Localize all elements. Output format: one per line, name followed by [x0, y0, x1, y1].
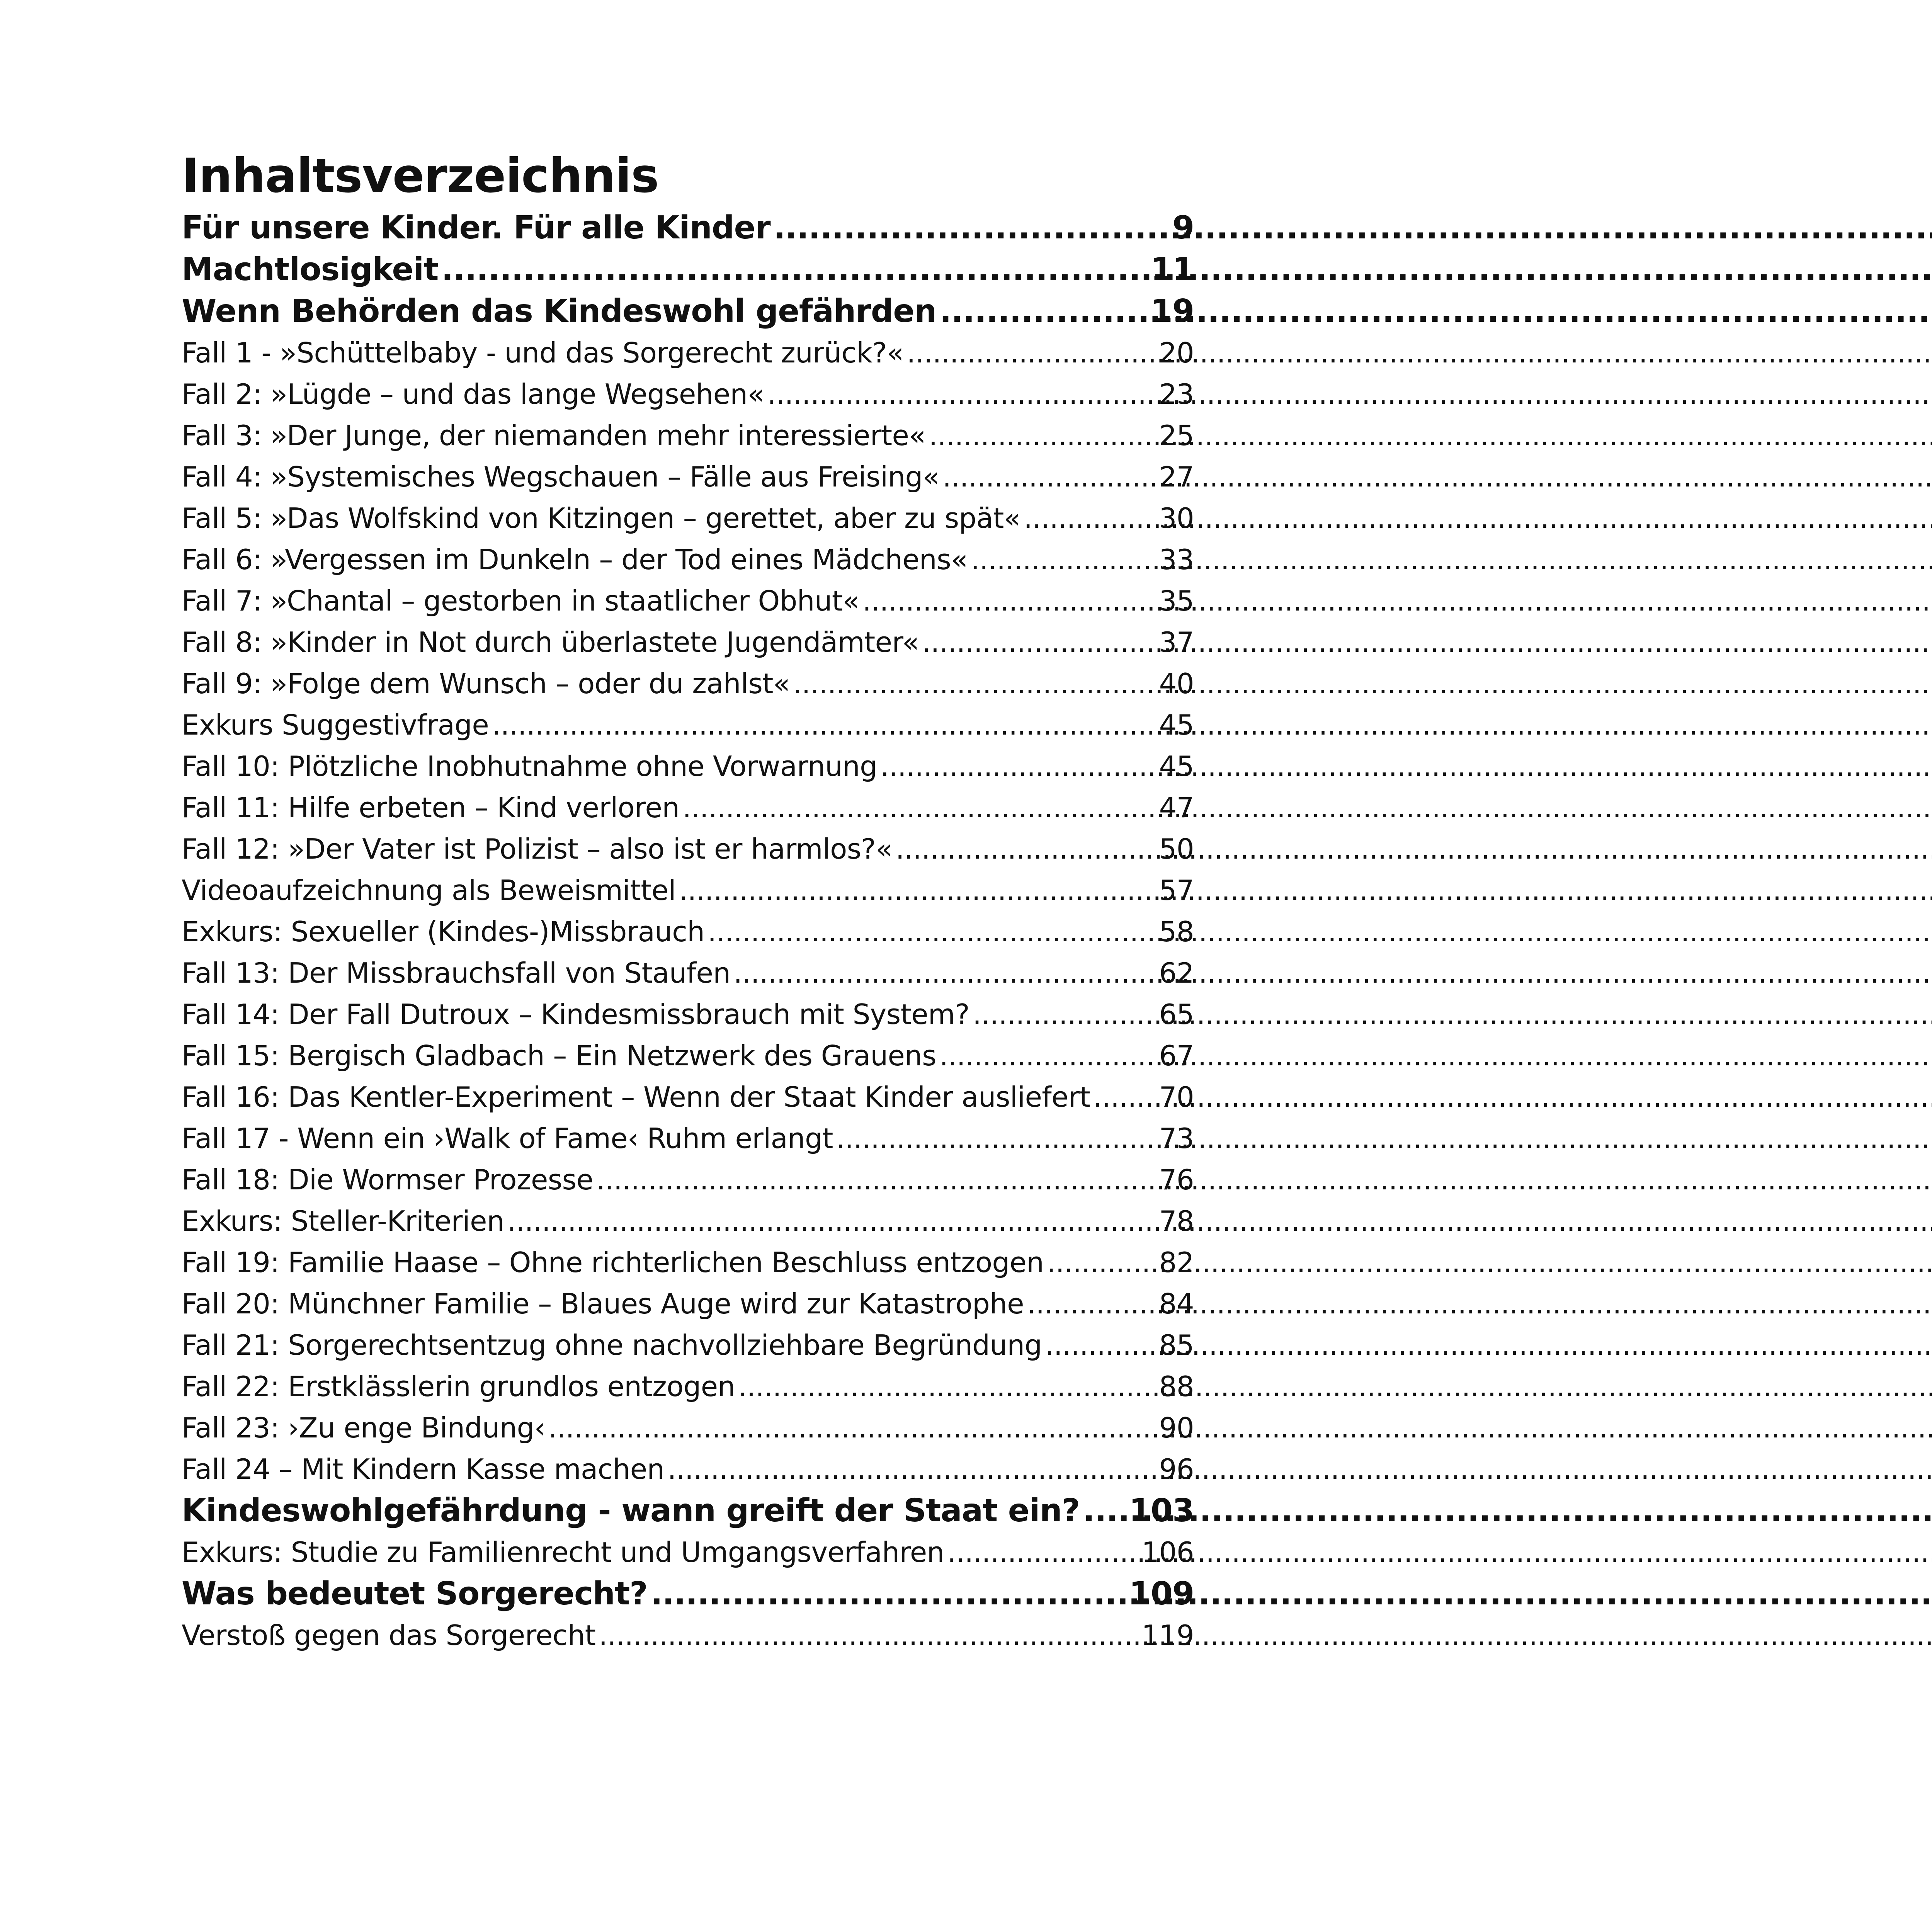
toc-entry-label: Fall 11: Hilfe erbeten – Kind verloren: [182, 791, 680, 824]
toc-entry-label: Fall 16: Das Kentler-Experiment – Wenn der Staat Kinder ausliefert: [182, 1081, 1090, 1113]
toc-dot-leader: [1047, 1242, 1156, 1283]
toc-entry-label: Fall 9: »Folge dem Wunsch – oder du zahlst«: [182, 667, 790, 700]
toc-page-number: 27: [1159, 461, 1194, 493]
toc-page-number: 23: [1159, 378, 1194, 410]
toc-entry-label: Fall 6: »Vergessen im Dunkeln – der Tod eines Mädchens«: [182, 543, 968, 576]
toc-entry-label: Fall 12: »Der Vater ist Polizist – also ist er harmlos?«: [182, 833, 893, 865]
toc-dot-leader: [939, 1035, 1156, 1077]
toc-page-number: 78: [1159, 1205, 1194, 1237]
toc-dot-leader: [599, 1615, 1139, 1656]
toc-section-entry: [182, 539, 1194, 580]
toc-dot-leader: [492, 704, 1156, 746]
toc-section-entry: [182, 1407, 1194, 1449]
toc-page-number: 65: [1159, 998, 1194, 1031]
toc-entry-label: Fall 23: ›Zu enge Bindung‹: [182, 1412, 545, 1444]
toc-dot-leader: [1093, 1077, 1156, 1118]
toc-page-number: 45: [1159, 709, 1194, 741]
toc-entry-label: Fall 4: »Systemisches Wegschauen – Fälle aus Freising«: [182, 461, 940, 493]
toc-section-entry: [182, 1242, 1194, 1283]
toc-dot-leader: [507, 1201, 1157, 1242]
toc-entry-label: Exkurs Suggestivfrage: [182, 709, 489, 741]
toc-page-number: 85: [1159, 1329, 1194, 1361]
toc-chapter-entry: [182, 1490, 1194, 1532]
toc-dot-leader: [733, 953, 1156, 994]
toc-chapter-entry: [182, 1573, 1194, 1615]
toc-entry-label: Exkurs: Steller-Kriterien: [182, 1205, 504, 1237]
toc-entry-label: Machtlosigkeit: [182, 251, 439, 288]
toc-page-number: 37: [1159, 626, 1194, 658]
toc-dot-leader: [682, 787, 1156, 828]
toc-entry-label: Fall 1 - »Schüttelbaby - und das Sorgerecht zurück?«: [182, 337, 904, 369]
toc-entry-label: Videoaufzeichnung als Beweismittel: [182, 874, 676, 907]
toc-page-number: 62: [1159, 957, 1194, 989]
toc-section-entry: [182, 911, 1194, 953]
toc-section-entry: [182, 787, 1194, 828]
toc-page-number: 73: [1159, 1122, 1194, 1155]
toc-dot-leader: [1045, 1325, 1157, 1366]
toc-title: Inhaltsverzeichnis: [182, 148, 659, 203]
toc-page-number: 90: [1159, 1412, 1194, 1444]
toc-dot-leader: [939, 291, 1148, 332]
toc-section-entry: [182, 1325, 1194, 1366]
toc-page-number: 58: [1159, 915, 1194, 948]
toc-dot-leader: [942, 456, 1156, 498]
toc-dot-leader: [973, 994, 1157, 1035]
toc-section-entry: [182, 1201, 1194, 1242]
toc-section-entry: [182, 870, 1194, 911]
toc-section-entry: [182, 994, 1194, 1035]
toc-section-entry: [182, 1532, 1194, 1573]
toc-page-number: 76: [1159, 1163, 1194, 1196]
toc-page-number: 88: [1159, 1370, 1194, 1403]
toc-entry-label: Fall 24 – Mit Kindern Kasse machen: [182, 1453, 665, 1485]
toc-dot-leader: [1024, 498, 1156, 539]
toc-entry-label: Exkurs: Sexueller (Kindes-)Missbrauch: [182, 915, 705, 948]
toc-page-number: 57: [1159, 874, 1194, 907]
toc-page-number: 30: [1159, 502, 1194, 534]
toc-section-entry: [182, 1283, 1194, 1325]
toc-page-number: 33: [1159, 543, 1194, 576]
toc-section-entry: [182, 1035, 1194, 1077]
toc-dot-leader: [1083, 1490, 1126, 1532]
toc-section-entry: [182, 1077, 1194, 1118]
toc-section-entry: [182, 1615, 1194, 1656]
toc-section-entry: [182, 953, 1194, 994]
toc-dot-leader: [880, 746, 1156, 787]
toc-dot-leader: [922, 622, 1156, 663]
toc-dot-leader: [793, 663, 1156, 704]
toc-section-entry: [182, 498, 1194, 539]
toc-section-entry: [182, 580, 1194, 622]
toc-page-number: 20: [1159, 337, 1194, 369]
toc-dot-leader: [896, 828, 1157, 870]
toc-dot-leader: [651, 1573, 1127, 1615]
toc-entry-label: Fall 3: »Der Junge, der niemanden mehr interessierte«: [182, 419, 926, 452]
toc-section-entry: [182, 1449, 1194, 1490]
toc-dot-leader: [906, 332, 1156, 374]
toc-section-entry: [182, 663, 1194, 704]
toc-entry-label: Fall 22: Erstklässlerin grundlos entzogen: [182, 1370, 735, 1403]
toc-entry-label: Für unsere Kinder. Für alle Kinder: [182, 209, 770, 246]
toc-page-number: 103: [1129, 1492, 1194, 1529]
toc-entry-label: Fall 19: Familie Haase – Ohne richterlichen Beschluss entzogen: [182, 1246, 1044, 1279]
toc-entry-label: Fall 17 - Wenn ein ›Walk of Fame‹ Ruhm erlangt: [182, 1122, 833, 1155]
toc-entry-label: Fall 14: Der Fall Dutroux – Kindesmissbrauch mit System?: [182, 998, 970, 1031]
toc-page-number: 19: [1150, 293, 1194, 330]
toc-section-entry: [182, 456, 1194, 498]
toc-section-entry: [182, 415, 1194, 456]
toc-entry-label: Kindeswohlgefährdung - wann greift der Staat ein?: [182, 1492, 1080, 1529]
toc-page-number: 40: [1159, 667, 1194, 700]
toc-section-entry: [182, 704, 1194, 746]
toc-dot-leader: [548, 1407, 1157, 1449]
toc-section-entry: [182, 828, 1194, 870]
toc-entry-label: Wenn Behörden das Kindeswohl gefährden: [182, 293, 937, 330]
toc-page-number: 25: [1159, 419, 1194, 452]
toc-list: [182, 207, 1194, 1656]
toc-dot-leader: [707, 911, 1156, 953]
toc-dot-leader: [947, 1532, 1139, 1573]
toc-section-entry: [182, 332, 1194, 374]
toc-chapter-entry: [182, 207, 1194, 249]
toc-page-number: 67: [1159, 1039, 1194, 1072]
toc-chapter-entry: [182, 249, 1194, 291]
toc-page-number: 35: [1159, 585, 1194, 617]
toc-dot-leader: [441, 249, 1148, 291]
toc-entry-label: Fall 20: Münchner Familie – Blaues Auge wird zur Katastrophe: [182, 1288, 1024, 1320]
toc-dot-leader: [738, 1366, 1156, 1407]
toc-dot-leader: [679, 870, 1157, 911]
toc-dot-leader: [767, 374, 1157, 415]
toc-entry-label: Fall 15: Bergisch Gladbach – Ein Netzwerk des Grauens: [182, 1039, 937, 1072]
toc-page: [182, 147, 1194, 1656]
toc-entry-label: Fall 2: »Lügde – und das lange Wegsehen«: [182, 378, 764, 410]
toc-page-number: 47: [1159, 791, 1194, 824]
toc-page-number: 70: [1159, 1081, 1194, 1113]
toc-dot-leader: [929, 415, 1157, 456]
toc-page-number: 119: [1141, 1619, 1194, 1652]
toc-section-entry: [182, 622, 1194, 663]
toc-entry-label: Was bedeutet Sorgerecht?: [182, 1575, 648, 1612]
toc-page-number: 82: [1159, 1246, 1194, 1279]
toc-entry-label: Fall 18: Die Wormser Prozesse: [182, 1163, 594, 1196]
toc-dot-leader: [862, 580, 1157, 622]
toc-dot-leader: [971, 539, 1156, 580]
toc-section-entry: [182, 1159, 1194, 1201]
toc-dot-leader: [596, 1159, 1156, 1201]
toc-entry-label: Fall 8: »Kinder in Not durch überlastete Jugendämter«: [182, 626, 919, 658]
toc-page-number: 106: [1141, 1536, 1194, 1568]
toc-chapter-entry: [182, 291, 1194, 332]
toc-section-entry: [182, 746, 1194, 787]
toc-dot-leader: [667, 1449, 1156, 1490]
toc-dot-leader: [1027, 1283, 1157, 1325]
toc-page-number: 96: [1159, 1453, 1194, 1485]
toc-entry-label: Fall 10: Plötzliche Inobhutnahme ohne Vorwarnung: [182, 750, 878, 782]
toc-entry-label: Verstoß gegen das Sorgerecht: [182, 1619, 596, 1652]
toc-dot-leader: [836, 1118, 1157, 1159]
toc-entry-label: Fall 7: »Chantal – gestorben in staatlicher Obhut«: [182, 585, 859, 617]
toc-page-number: 109: [1129, 1575, 1194, 1612]
toc-entry-label: Exkurs: Studie zu Familienrecht und Umgangsverfahren: [182, 1536, 944, 1568]
toc-entry-label: Fall 5: »Das Wolfskind von Kitzingen – gerettet, aber zu spät«: [182, 502, 1021, 534]
toc-page-number: 50: [1159, 833, 1194, 865]
toc-page-number: 9: [1172, 209, 1194, 246]
toc-page-number: 45: [1159, 750, 1194, 782]
toc-section-entry: [182, 1118, 1194, 1159]
toc-dot-leader: [774, 207, 1170, 249]
toc-entry-label: Fall 13: Der Missbrauchsfall von Staufen: [182, 957, 731, 989]
toc-entry-label: Fall 21: Sorgerechtsentzug ohne nachvollziehbare Begründung: [182, 1329, 1042, 1361]
toc-section-entry: [182, 374, 1194, 415]
toc-page-number: 11: [1150, 251, 1194, 288]
toc-page-number: 84: [1159, 1288, 1194, 1320]
toc-section-entry: [182, 1366, 1194, 1407]
